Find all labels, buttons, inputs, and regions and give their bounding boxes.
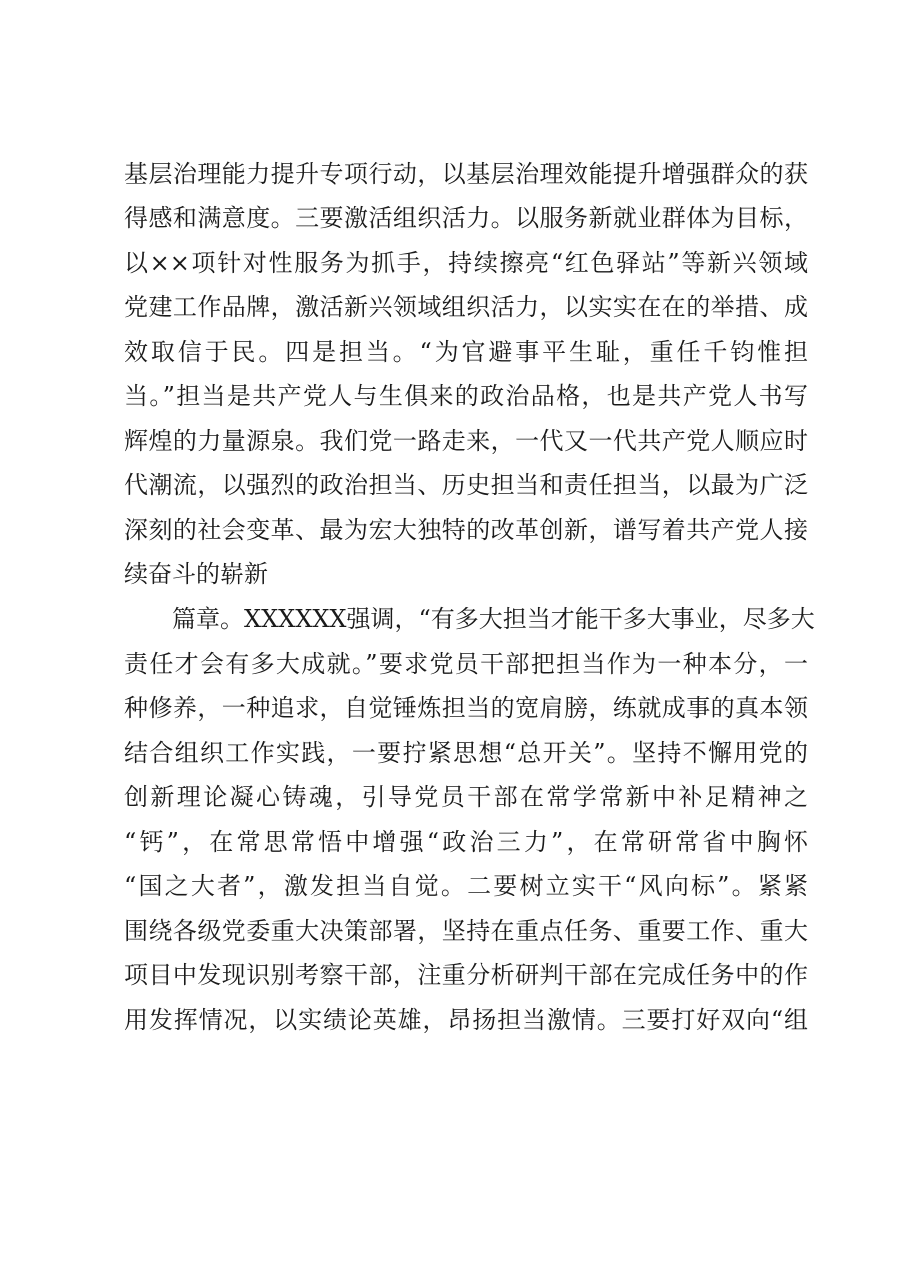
text-line-9: 深刻的社会变革、最为宏大独特的改革创新，谱写着共产党人接 <box>124 516 808 544</box>
text-line-17: “国之大者”，激发担当自觉。二要树立实干“风向标”。紧紧 <box>124 872 808 900</box>
text-line-11: 篇章。XXXXXX强调，“有多大担当才能干多大事业，尽多大 <box>172 605 815 633</box>
text-line-4: 党建工作品牌，激活新兴领域组织活力，以实实在在的举措、成 <box>124 293 808 321</box>
text-line-5: 效取信于民。四是担当。“为官避事平生耻，重任千钧惟担 <box>124 338 808 366</box>
text-line-3: 以××项针对性服务为抓手，持续擦亮“红色驿站”等新兴领域 <box>124 249 808 277</box>
text-line-13: 种修养，一种追求，自觉锤炼担当的宽肩膀，练就成事的真本领 <box>124 694 808 722</box>
text-line-16: “钙”，在常思常悟中增强“政治三力”，在常研常省中胸怀 <box>124 828 808 856</box>
text-line-14: 结合组织工作实践，一要拧紧思想“总开关”。坚持不懈用党的 <box>124 739 808 767</box>
text-line-2: 得感和满意度。三要激活组织活力。以服务新就业群体为目标， <box>124 204 808 232</box>
text-line-15: 创新理论凝心铸魂，引导党员干部在常学常新中补足精神之 <box>124 783 808 811</box>
text-line-6: 当。”担当是共产党人与生俱来的政治品格，也是共产党人书写 <box>124 382 808 410</box>
text-line-12: 责任才会有多大成就。”要求党员干部把担当作为一种本分，一 <box>124 650 808 678</box>
text-line-19: 项目中发现识别考察干部，注重分析研判干部在完成任务中的作 <box>124 961 808 989</box>
text-line-18: 围绕各级党委重大决策部署，坚持在重点任务、重要工作、重大 <box>124 917 808 945</box>
text-line-7: 辉煌的力量源泉。我们党一路走来，一代又一代共产党人顺应时 <box>124 427 808 455</box>
text-line-10: 续奋斗的崭新 <box>124 560 268 588</box>
text-line-8: 代潮流，以强烈的政治担当、历史担当和责任担当，以最为广泛 <box>124 471 808 499</box>
text-line-20: 用发挥情况，以实绩论英雄，昂扬担当激情。三要打好双向“组 <box>124 1006 808 1034</box>
text-line-1: 基层治理能力提升专项行动，以基层治理效能提升增强群众的获 <box>124 160 808 188</box>
